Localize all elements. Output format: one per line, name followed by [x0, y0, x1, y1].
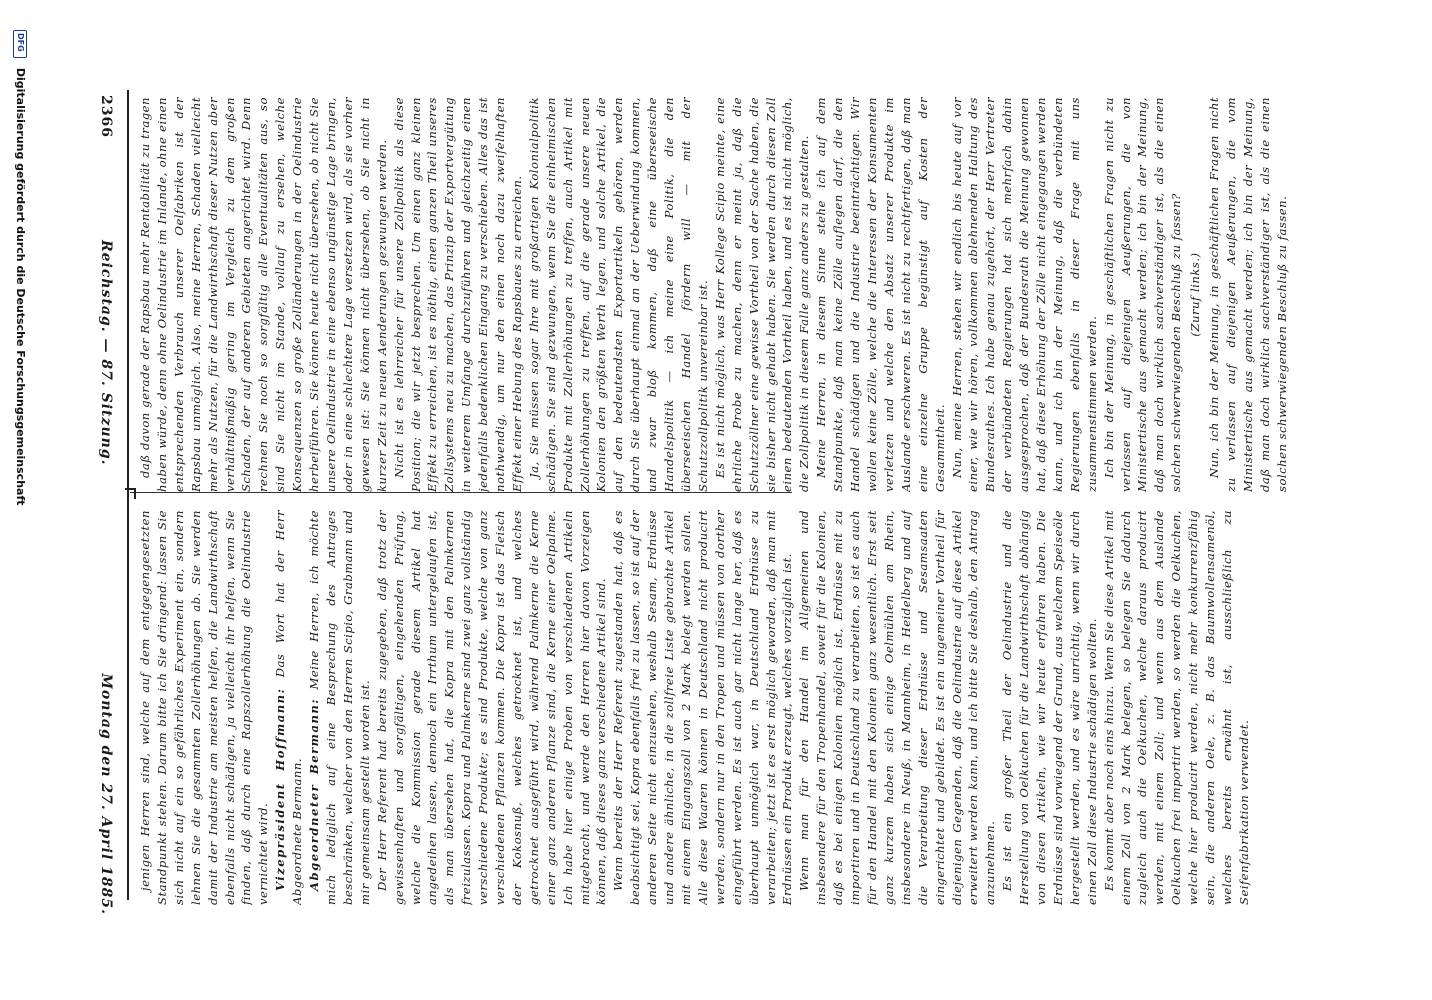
interjection: (Zuruf links.) [1188, 252, 1203, 337]
left-column [137, 97, 1289, 492]
digitization-credit [9, 30, 27, 970]
speaker-name: Vizepräsident Hoffmann: [273, 687, 288, 891]
paragraph: Nun, ich bin der Meinung, in geschäftlichen Fragen nicht zu verlassen auf diejenigen Aeußerungen, die vom Ministertische aus gemacht werden; ich bin der Meinung, daß man doch wirklich sachverständiger ist, als die einen solchen schwerwiegenden Beschluß zu fassen. [1207, 97, 1289, 492]
dfg-logo-icon: DFG [13, 30, 27, 58]
paragraph: Ja, Sie müssen sogar Ihre mit großartigen Kolonialpolitik schädigen. Sie sind gezwungen, wenn Sie die einheimischen Produkte mit Zollerhöhungen zu treffen, auch Artikel mit Zollerhöhungen zu treffen, auf die gerade unsere neuen Kolonien den größten Werth legen, und solche Artikel, die auf den bedeutendsten Exportartikeln gehören, werden durch Sie überhaupt einmal an der Ueberwindung kommen, und zwar bloß kommen, daß eine überseeische Handelspolitik — ich meine eine Politik, die den überseeischen Handel fördern will — mit der Schutzzollpolitik unvereinbar ist. [526, 97, 710, 492]
page-number: 2366 [98, 95, 114, 138]
paragraph: Wenn bereits der Herr Referent zugestanden hat, daß es beabsichtigt sei, Kopra ebenfalls frei zu lassen, so ist auf der anderen Seite nicht einzusehen, weshalb Sesam, Erdnüsse und andere ähnliche, in die zollfreie Liste gebrachte Artikel mit einem Eingangszoll von 2 Mark belegt werden sollen. Alle diese Waaren können in Deutschland nicht producirt werden, sondern nur in den Tropen und müssen von dorther eingeführt werden. Es ist auch gar nicht lange her, daß es überhaupt unmöglich war, in Deutschland Erdnüsse zu verarbeiten; jetzt ist es erst möglich geworden, daß man mit Erdnüssen ein Produkt erzeugt, welches vorzüglich ist. [611, 510, 795, 905]
session-title: Reichstag. — 87. Sitzung. [98, 240, 114, 466]
paragraph: Es ist ein großer Theil der Oelindustrie und die Herstellung von Oelkuchen für die Landwirthschaft abhängig von diesen Artikeln, wie wir heute erfahren haben. Die Erdnüsse sind vorwiegend der Grund, aus welchem Speiseöle hergestellt werden, und es wäre unrichtig, wenn wir durch einen Zoll diese Industrie schädigen wollten. [1000, 510, 1099, 905]
speaker-text: Meine Herren, ich möchte mich lediglich auf eine Besprechung des Antrages beschränken, welcher von den Herren Scipio, Grabmann und mir gemeinsam gestellt worden ist. [307, 510, 372, 905]
right-column-text [137, 510, 1367, 905]
paragraph: Meine Herren, in diesem Sinne stehe ich auf dem Standpunkte, daß man keine Zölle auflegen darf, die den Handel schädigen und die Industrie beeinträchtigen. Wir wollen keine Zölle, welche die Interessen der Konsumenten verletzen und welche den Absatz unserer Produkte im Auslande erschweren. Es ist nicht zu rechtfertigen, daß man eine einzelne Gruppe begünstigt auf Kosten der Gesammtheit. [814, 97, 947, 492]
speaker-name: Abgeordneter Bermann: [307, 697, 322, 891]
paragraph: Nicht ist es lehrreicher für unsere Zollpolitik als diese Position; die wir jetzt besprechen. Um einen ganz kleinen Effekt zu erreichen, ist es nöthig, einen ganzen Theil unseres Zollsystems neu zu machen, das Prinzip der Exportvergütung in weiterem Umfange durchzuführen und gleichzeitig einen jedenfalls bedenklichen Eingang zu verschieben. Alles das ist nothwendig, um nur den einen noch dazu zweifelhaften Effekt einer Hebung des Rapsbaues zu erreichen. [391, 97, 524, 492]
session-date: Montag den 27. April 1885. [98, 673, 114, 915]
paragraph: Nun, meine Herren, stehen wir endlich bis heute auf vor einer, wie wir hören, vollkommen ablehnenden Haltung des Bundesrathes. Ich habe genau zugehört, der Herr Vertreter der verbündeten Regierungen hat sich mehrfach dahin ausgesprochen, daß der Bundesrath die Meinung gewonnen hat, daß diese Erhöhung der Zölle nicht eingegangen werden kann, und ich bin der Meinung, daß die verbündeten Regierungen ebenfalls in dieser Frage mit uns zusammenstimmen werden. [949, 97, 1099, 492]
paragraph: Es kommt aber noch eins hinzu. Wenn Sie diese Artikel mit einem Zoll von 2 Mark belegen, so belegen Sie dadurch zugleich auch die Oelkuchen, welche daraus producirt werden, mit einem Zoll; und wenn aus dem Auslande Oelkuchen frei importirt werden, so werden die Oelkuchen, welche hier producirt werden, nicht mehr konkurrenzfähig sein, die anderen Oele, z. B. das Baumwollensamenöl, welches bereits erwähnt ist, ausschließlich zu Seifenfabrikation verwendet. [1101, 510, 1251, 905]
column-corner-mark [125, 488, 136, 499]
speaker-block [272, 510, 306, 905]
paragraph: Wenn man für den Handel im Allgemeinen und insbesondere für den Tropenhandel, soweit für die Kolonien, daß es bei einigen Kolonien möglich ist, Erdnüsse mit zu importiren und in Deutschland zu verarbeiten, so ist es auch für den Handel mit den Kolonien ganz wesentlich. Erst seit ganz kurzem haben sich einige Oelmühlen am Rhein, insbesondere in Neuß, in Mannheim, in Heidelberg und auf die Verarbeitung dieser Erdnüsse und Sesamsaaten eingerichtet und gebildet. Es ist ein ungemeiner Vortheil für diejenigen Gegenden, daß die Oelindustrie auf diese Artikel erweitert werden kann, und ich bitte Sie deshalb, den Antrag anzunehmen. [797, 510, 998, 905]
paragraph: daß davon gerade der Rapsbau mehr Rentabilität zu tragen haben würde, denn ohne Oelindustrie im Inlande, ohne einen entsprechenden Verbrauch unserer Oelfabriken ist der Rapsbau unmöglich. Also, meine Herren, Schaden vielleicht mehr als Nutzen, für die Landwirthschaft dieser Nutzen aber verhältnißmäßig gering im Vergleich zu dem großen Schaden, der auf anderen Gebieten angerichtet wird. Denn rechnen Sie noch so sorgfältig alle Eventualitäten aus, so sind Sie nicht im Stande, vollauf zu ersehen, welche Konsequenzen so große Zolländerungen in der Oelindustrie herbeiführen. Sie können heute nicht übersehen, ob nicht Sie unsere Oelindustrie in eine ebenso ungünstige Lage bringen, oder in eine schlechtere Lage versetzen wird, als sie vorher gewesen ist: Sie können nicht übersehen, ob Sie nicht in kurzer Zeit zu neuen Aenderungen gezwungen werden. [138, 97, 389, 492]
speaker-block [306, 510, 374, 905]
right-column [137, 510, 1251, 905]
paragraph: jenigen Herren sind, welche auf dem entgegengesetzten Standpunkt stehen. Darum bitte ich Sie dringend: lassen Sie sich nicht auf ein so gefährliches Experiment ein, sondern lehnen Sie die gesammten Zollerhöhungen ab. Sie werden damit der Industrie am meisten helfen, die Landwirthschaft ebenfalls nicht schädigen, ja vielleicht ihr helfen, wenn Sie finden, daß durch eine Rapszollerhöhung die Oelindustrie vernichtet wird. [138, 510, 271, 905]
column-divider [130, 492, 792, 493]
page-header [92, 95, 114, 915]
paragraph: Es ist nicht möglich, was Herr Kollege Scipio meinte, eine ehrliche Probe zu machen, denn er meint ja, daß die Schutzzöllner eine gewisse Vortheil von der Sache haben, die sie bisher nicht gehabt haben. Sie werden durch diesen Zoll einen bedeutenden Vortheil haben, und es ist nicht möglich, die Zollpolitik in diesem Falle ganz anders zu gestalten. [712, 97, 812, 492]
credit-text: Digitalisierung gefördert durch die Deutsche Forschungsgemeinschaft [14, 67, 27, 506]
paragraph: Ich bin der Meinung, in geschäftlichen Fragen nicht zu verlassen auf diejenigen Aeußerungen, die von Ministertische aus gemacht werden; ich bin der Meinung, daß man doch wirklich sachverständiger ist, als die einen solchen schwerwiegenden Beschluß zu fassen? [1101, 97, 1184, 492]
speaker-text: Das Wort hat der Herr Abgeordnete Bermann. [273, 510, 305, 905]
left-column-text [137, 97, 1367, 492]
paragraph: Der Herr Referent hat bereits zugegeben, daß trotz der gewissenhaften und sorgfältigen, eingehenden Prüfung, welche die Kommission gerade diesem Artikel hat angedeihen lassen, dennoch ein Irrthum untergelaufen ist, als man übersehen hat, die Kopra mit den Palmkernen freizulassen. Kopra und Palmkerne sind zwei ganz vollständig verschiedene Produkte; es sind Produkte, welche von ganz verschiedenen Pflanzen kommen. Die Kopra ist das Fleisch der Kokosnuß, welches getrocknet ist, und welches getrocknet ausgeführt wird, während Palmkerne die Kerne einer ganz anderen Pflanze sind, die Kerne einer Oelpalme. Ich habe hier einige Proben von verschiedenen Artikeln mitgebracht, und werde den Herren hier davon Vorzeigen können, daß dieses ganz verschiedene Artikel sind. [374, 510, 609, 905]
